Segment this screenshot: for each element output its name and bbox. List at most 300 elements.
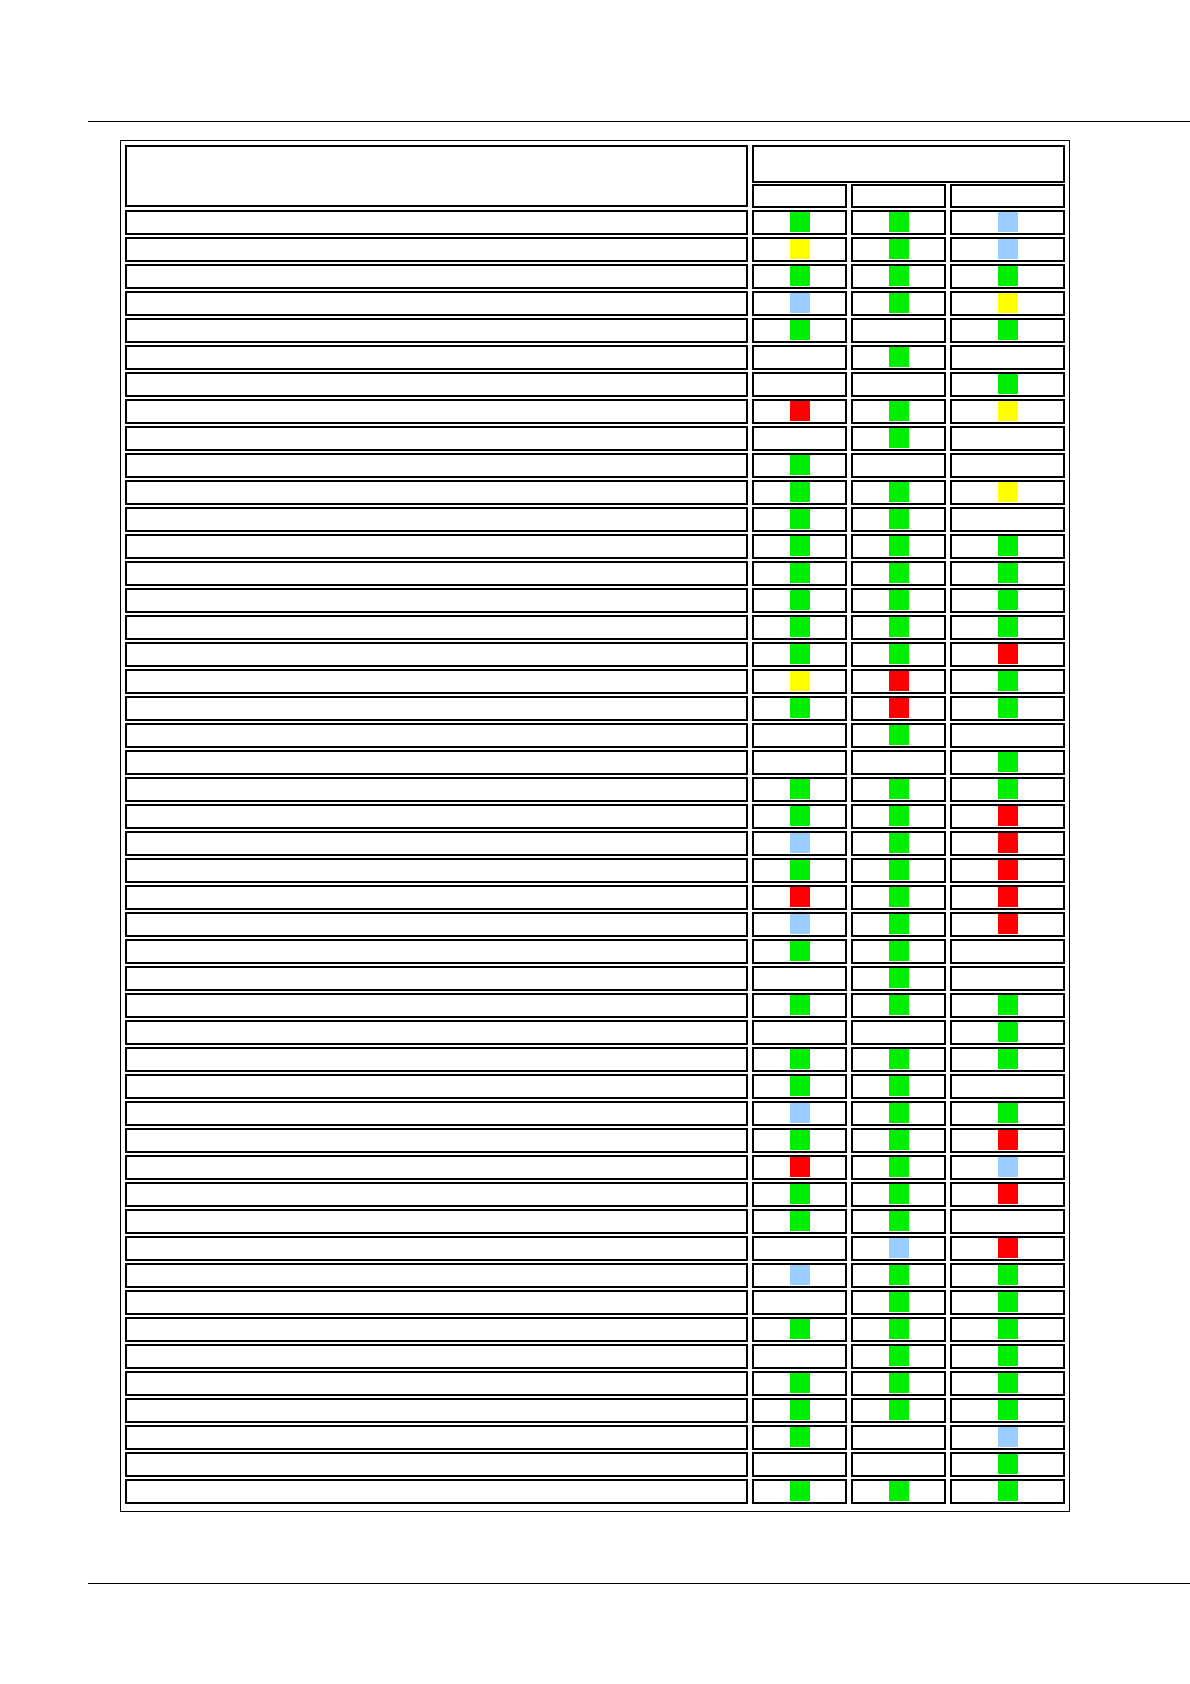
row-status-cell: [752, 1128, 847, 1153]
row-label-cell: [125, 1425, 748, 1450]
status-swatch: [790, 1265, 810, 1285]
row-label-cell: [125, 210, 748, 235]
status-swatch: [889, 1481, 909, 1501]
row-label-cell: [125, 480, 748, 505]
row-label-cell: [125, 453, 748, 478]
row-status-cell: [950, 1452, 1065, 1477]
row-status-cell: [752, 588, 847, 613]
row-status-cell: [950, 615, 1065, 640]
status-swatch: [889, 1292, 909, 1312]
status-swatch: [790, 698, 810, 718]
row-status-cell: [752, 291, 847, 316]
status-swatch: [889, 995, 909, 1015]
status-swatch: [889, 1049, 909, 1069]
row-status-cell: [851, 1128, 946, 1153]
row-status-cell: [851, 1155, 946, 1180]
row-status-cell: [851, 912, 946, 937]
row-status-cell: [851, 453, 946, 478]
row-status-cell: [851, 1209, 946, 1234]
status-swatch: [790, 455, 810, 475]
row-status-cell: [752, 264, 847, 289]
column-header-2: [851, 184, 946, 208]
status-swatch: [790, 590, 810, 610]
row-status-cell: [851, 777, 946, 802]
row-status-cell: [950, 1155, 1065, 1180]
row-status-cell: [752, 1344, 847, 1369]
row-status-cell: [851, 1371, 946, 1396]
row-status-cell: [950, 453, 1065, 478]
status-swatch: [998, 1400, 1018, 1420]
status-swatch: [790, 779, 810, 799]
status-swatch: [790, 1157, 810, 1177]
status-swatch: [790, 1319, 810, 1339]
status-swatch: [998, 1130, 1018, 1150]
row-status-cell: [950, 534, 1065, 559]
status-swatch: [790, 1481, 810, 1501]
row-status-cell: [851, 318, 946, 343]
row-status-cell: [851, 1344, 946, 1369]
row-label-cell: [125, 318, 748, 343]
row-status-cell: [752, 399, 847, 424]
row-label-cell: [125, 1128, 748, 1153]
row-status-cell: [950, 750, 1065, 775]
row-label-cell: [125, 1371, 748, 1396]
row-status-cell: [851, 831, 946, 856]
status-swatch: [790, 509, 810, 529]
status-swatch: [889, 941, 909, 961]
row-status-cell: [752, 615, 847, 640]
row-status-cell: [752, 993, 847, 1018]
status-swatch: [998, 293, 1018, 313]
row-label-cell: [125, 750, 748, 775]
row-status-cell: [752, 318, 847, 343]
status-swatch: [998, 860, 1018, 880]
row-status-cell: [851, 1317, 946, 1342]
status-swatch: [790, 239, 810, 259]
status-swatch: [998, 536, 1018, 556]
row-status-cell: [950, 1101, 1065, 1126]
row-label-cell: [125, 966, 748, 991]
header-label-cell: [125, 145, 748, 207]
row-status-cell: [752, 885, 847, 910]
row-status-cell: [950, 642, 1065, 667]
status-swatch: [998, 1049, 1018, 1069]
row-status-cell: [950, 939, 1065, 964]
status-swatch: [889, 1346, 909, 1366]
row-status-cell: [752, 372, 847, 397]
row-status-cell: [752, 345, 847, 370]
status-swatch: [790, 887, 810, 907]
header-rule: [88, 121, 1190, 122]
row-status-cell: [851, 561, 946, 586]
row-status-cell: [752, 1047, 847, 1072]
row-status-cell: [851, 858, 946, 883]
status-swatch: [790, 536, 810, 556]
status-swatch: [998, 374, 1018, 394]
status-swatch: [790, 914, 810, 934]
row-status-cell: [950, 1479, 1065, 1504]
row-status-cell: [752, 858, 847, 883]
row-status-cell: [851, 966, 946, 991]
row-status-cell: [851, 723, 946, 748]
status-swatch: [889, 1157, 909, 1177]
status-swatch: [889, 1238, 909, 1258]
row-status-cell: [851, 642, 946, 667]
status-swatch: [998, 590, 1018, 610]
row-status-cell: [851, 1020, 946, 1045]
row-label-cell: [125, 237, 748, 262]
status-swatch: [889, 239, 909, 259]
status-swatch: [889, 1373, 909, 1393]
status-swatch: [889, 779, 909, 799]
row-status-cell: [950, 318, 1065, 343]
row-status-cell: [950, 912, 1065, 937]
row-status-cell: [851, 885, 946, 910]
row-label-cell: [125, 345, 748, 370]
row-status-cell: [950, 372, 1065, 397]
status-swatch: [998, 995, 1018, 1015]
row-label-cell: [125, 1263, 748, 1288]
row-status-cell: [950, 399, 1065, 424]
status-swatch: [998, 1427, 1018, 1447]
status-swatch: [889, 266, 909, 286]
row-label-cell: [125, 1101, 748, 1126]
row-status-cell: [851, 669, 946, 694]
row-status-cell: [950, 291, 1065, 316]
row-status-cell: [950, 777, 1065, 802]
row-status-cell: [851, 750, 946, 775]
row-status-cell: [752, 804, 847, 829]
row-label-cell: [125, 588, 748, 613]
row-label-cell: [125, 615, 748, 640]
row-status-cell: [752, 939, 847, 964]
row-status-cell: [950, 831, 1065, 856]
row-status-cell: [950, 966, 1065, 991]
status-swatch: [998, 212, 1018, 232]
row-status-cell: [752, 1290, 847, 1315]
status-swatch: [998, 914, 1018, 934]
status-swatch: [889, 617, 909, 637]
status-swatch: [998, 1184, 1018, 1204]
row-status-cell: [851, 1425, 946, 1450]
row-label-cell: [125, 993, 748, 1018]
status-swatch: [998, 1238, 1018, 1258]
row-status-cell: [950, 1317, 1065, 1342]
row-status-cell: [752, 1317, 847, 1342]
status-swatch: [790, 266, 810, 286]
row-status-cell: [752, 777, 847, 802]
status-swatch: [889, 212, 909, 232]
row-status-cell: [851, 372, 946, 397]
status-swatch: [998, 401, 1018, 421]
row-status-cell: [851, 1479, 946, 1504]
row-status-cell: [950, 210, 1065, 235]
status-swatch: [998, 887, 1018, 907]
row-status-cell: [752, 1074, 847, 1099]
status-swatch: [790, 320, 810, 340]
row-status-cell: [752, 1371, 847, 1396]
status-swatch: [790, 1103, 810, 1123]
status-swatch: [889, 293, 909, 313]
row-status-cell: [851, 1263, 946, 1288]
row-status-cell: [950, 237, 1065, 262]
row-label-cell: [125, 1236, 748, 1261]
status-swatch: [790, 563, 810, 583]
row-label-cell: [125, 1398, 748, 1423]
row-status-cell: [851, 1074, 946, 1099]
row-status-cell: [752, 1236, 847, 1261]
row-status-cell: [950, 480, 1065, 505]
row-status-cell: [752, 1452, 847, 1477]
row-status-cell: [851, 507, 946, 532]
status-swatch: [889, 1076, 909, 1096]
status-swatch: [889, 644, 909, 664]
row-status-cell: [752, 507, 847, 532]
row-status-cell: [950, 804, 1065, 829]
row-status-cell: [851, 1452, 946, 1477]
row-status-cell: [752, 453, 847, 478]
status-swatch: [790, 482, 810, 502]
row-status-cell: [752, 696, 847, 721]
status-swatch: [790, 1184, 810, 1204]
row-status-cell: [950, 1182, 1065, 1207]
row-label-cell: [125, 1047, 748, 1072]
row-status-cell: [950, 1371, 1065, 1396]
status-swatch: [998, 563, 1018, 583]
status-swatch: [790, 1400, 810, 1420]
column-header-3: [950, 184, 1065, 208]
row-label-cell: [125, 1074, 748, 1099]
status-swatch: [998, 671, 1018, 691]
row-status-cell: [851, 264, 946, 289]
row-status-cell: [752, 642, 847, 667]
row-status-cell: [752, 534, 847, 559]
status-swatch: [998, 239, 1018, 259]
row-status-cell: [851, 426, 946, 451]
status-swatch: [790, 1076, 810, 1096]
row-status-cell: [950, 1344, 1065, 1369]
row-status-cell: [752, 426, 847, 451]
row-status-cell: [950, 696, 1065, 721]
status-swatch: [889, 968, 909, 988]
status-swatch: [790, 941, 810, 961]
status-swatch: [998, 806, 1018, 826]
row-status-cell: [851, 993, 946, 1018]
status-swatch: [889, 1130, 909, 1150]
row-status-cell: [851, 1182, 946, 1207]
status-swatch: [998, 1373, 1018, 1393]
row-label-cell: [125, 561, 748, 586]
row-status-cell: [950, 723, 1065, 748]
row-status-cell: [752, 750, 847, 775]
row-label-cell: [125, 1155, 748, 1180]
status-swatch: [889, 428, 909, 448]
row-status-cell: [752, 1398, 847, 1423]
row-status-cell: [950, 885, 1065, 910]
row-label-cell: [125, 885, 748, 910]
row-status-cell: [950, 1074, 1065, 1099]
header-group-cell: [752, 145, 1065, 183]
row-status-cell: [851, 291, 946, 316]
status-swatch: [790, 617, 810, 637]
row-label-cell: [125, 1020, 748, 1045]
row-status-cell: [950, 345, 1065, 370]
row-label-cell: [125, 507, 748, 532]
row-label-cell: [125, 534, 748, 559]
row-status-cell: [752, 912, 847, 937]
row-status-cell: [752, 1263, 847, 1288]
row-status-cell: [752, 1020, 847, 1045]
row-status-cell: [950, 588, 1065, 613]
row-status-cell: [851, 1290, 946, 1315]
row-status-cell: [950, 1047, 1065, 1072]
row-label-cell: [125, 831, 748, 856]
row-label-cell: [125, 912, 748, 937]
status-swatch: [998, 266, 1018, 286]
row-status-cell: [851, 345, 946, 370]
status-swatch: [998, 752, 1018, 772]
status-swatch: [889, 590, 909, 610]
status-swatch: [998, 1319, 1018, 1339]
status-swatch: [790, 833, 810, 853]
status-swatch: [790, 995, 810, 1015]
status-swatch: [889, 1400, 909, 1420]
status-swatch: [998, 320, 1018, 340]
row-status-cell: [851, 1236, 946, 1261]
row-status-cell: [851, 588, 946, 613]
status-swatch: [790, 1049, 810, 1069]
status-swatch: [889, 1319, 909, 1339]
status-swatch: [790, 401, 810, 421]
status-swatch: [889, 725, 909, 745]
row-label-cell: [125, 1452, 748, 1477]
row-label-cell: [125, 696, 748, 721]
row-status-cell: [851, 237, 946, 262]
status-swatch: [998, 1103, 1018, 1123]
row-status-cell: [950, 264, 1065, 289]
row-status-cell: [851, 939, 946, 964]
row-status-cell: [851, 480, 946, 505]
status-swatch: [790, 293, 810, 313]
status-swatch: [889, 563, 909, 583]
row-status-cell: [950, 858, 1065, 883]
status-swatch: [889, 698, 909, 718]
row-label-cell: [125, 804, 748, 829]
status-swatch: [889, 806, 909, 826]
status-swatch: [889, 347, 909, 367]
row-status-cell: [950, 993, 1065, 1018]
row-status-cell: [752, 723, 847, 748]
row-status-cell: [950, 1020, 1065, 1045]
row-status-cell: [950, 1398, 1065, 1423]
status-swatch: [790, 860, 810, 880]
footer-rule: [88, 1583, 1190, 1584]
row-label-cell: [125, 777, 748, 802]
status-swatch: [998, 617, 1018, 637]
row-label-cell: [125, 1290, 748, 1315]
row-status-cell: [950, 1128, 1065, 1153]
row-status-cell: [851, 210, 946, 235]
row-status-cell: [851, 534, 946, 559]
row-label-cell: [125, 399, 748, 424]
row-label-cell: [125, 372, 748, 397]
row-status-cell: [752, 966, 847, 991]
row-label-cell: [125, 426, 748, 451]
status-swatch: [998, 779, 1018, 799]
row-label-cell: [125, 1209, 748, 1234]
status-swatch: [790, 1427, 810, 1447]
status-swatch: [790, 212, 810, 232]
row-status-cell: [950, 669, 1065, 694]
status-swatch: [790, 1373, 810, 1393]
row-label-cell: [125, 264, 748, 289]
status-swatch: [998, 833, 1018, 853]
row-status-cell: [752, 669, 847, 694]
row-status-cell: [851, 804, 946, 829]
status-swatch: [889, 1184, 909, 1204]
row-status-cell: [950, 1425, 1065, 1450]
row-status-cell: [851, 615, 946, 640]
status-swatch: [889, 887, 909, 907]
status-swatch: [998, 1454, 1018, 1474]
status-swatch: [998, 698, 1018, 718]
status-swatch: [889, 401, 909, 421]
status-swatch: [889, 536, 909, 556]
row-status-cell: [851, 1047, 946, 1072]
row-status-cell: [950, 561, 1065, 586]
status-swatch: [889, 1265, 909, 1285]
status-swatch: [998, 644, 1018, 664]
row-status-cell: [752, 480, 847, 505]
status-swatch: [790, 671, 810, 691]
status-swatch: [790, 644, 810, 664]
row-label-cell: [125, 1182, 748, 1207]
status-matrix-table: [120, 140, 1070, 1512]
row-status-cell: [851, 1101, 946, 1126]
row-status-cell: [950, 1263, 1065, 1288]
row-label-cell: [125, 858, 748, 883]
row-label-cell: [125, 1479, 748, 1504]
row-label-cell: [125, 291, 748, 316]
row-label-cell: [125, 642, 748, 667]
row-status-cell: [851, 399, 946, 424]
status-swatch: [889, 509, 909, 529]
status-swatch: [998, 1481, 1018, 1501]
row-status-cell: [950, 1236, 1065, 1261]
row-status-cell: [752, 561, 847, 586]
row-status-cell: [752, 210, 847, 235]
row-label-cell: [125, 939, 748, 964]
status-swatch: [889, 1211, 909, 1231]
row-status-cell: [752, 237, 847, 262]
row-status-cell: [851, 696, 946, 721]
status-swatch: [998, 1022, 1018, 1042]
row-status-cell: [950, 507, 1065, 532]
status-swatch: [998, 1292, 1018, 1312]
row-label-cell: [125, 1344, 748, 1369]
status-swatch: [790, 1211, 810, 1231]
row-status-cell: [950, 426, 1065, 451]
row-status-cell: [851, 1398, 946, 1423]
row-status-cell: [752, 1101, 847, 1126]
row-status-cell: [752, 1479, 847, 1504]
row-label-cell: [125, 723, 748, 748]
status-swatch: [889, 914, 909, 934]
status-swatch: [889, 860, 909, 880]
row-status-cell: [752, 831, 847, 856]
row-label-cell: [125, 669, 748, 694]
row-status-cell: [752, 1209, 847, 1234]
